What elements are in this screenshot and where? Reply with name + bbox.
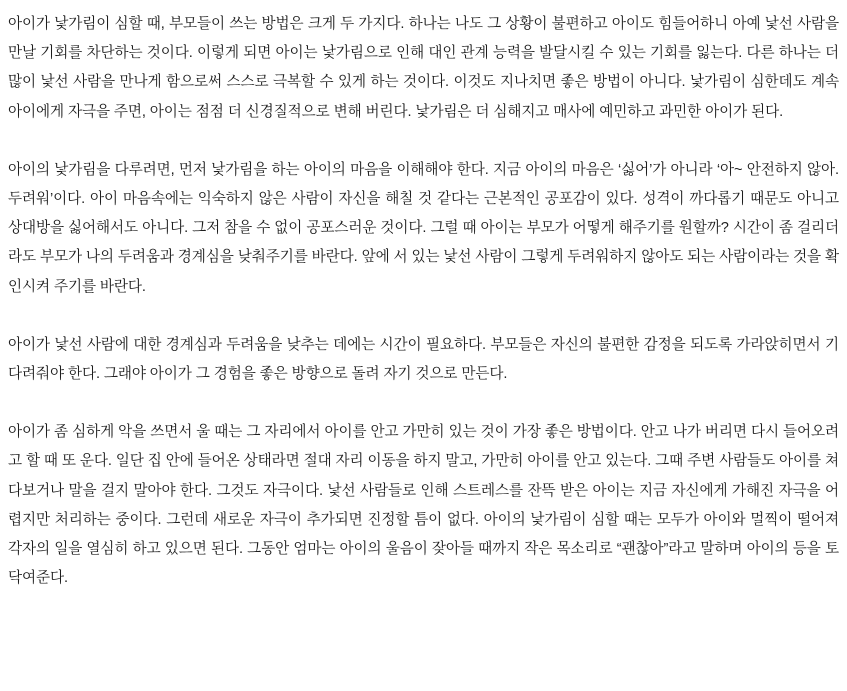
paragraph-3: 아이가 낯선 사람에 대한 경계심과 두려움을 낮추는 데에는 시간이 필요하다. 부모들은 자신의 불편한 감정을 되도록 가라앉히면서 기다려줘야 한다. 그래야 아이가 그 경험을 좋은 방향으로 돌려 자기 것으로 만든다.: [8, 336, 839, 383]
paragraph-1: 아이가 낯가림이 심할 때, 부모들이 쓰는 방법은 크게 두 가지다. 하나는 나도 그 상황이 불편하고 아이도 힘들어하니 아예 낯선 사람을 만날 기회를 차단하는 것이다. 이렇게 되면 아이는 낯가림으로 인해 대인 관계 능력을 발달시킬 수 있는 기회를 잃는다. 다른 하나는 더 많이 낯선 사람을 만나게 함으로써 스스로 극복할 수 있게 하는 것이다. 이것도 지나치면 좋은 방법이 아니다. 낯가림이 심한데도 계속 아이에게 자극을 주면, 아이는 점점 더 신경질적으로 변해 버린다. 낯가림은 더 심해지고 매사에 예민하고 과민한 아이가 된다.: [8, 16, 839, 120]
paragraph-2: 아이의 낯가림을 다루려면, 먼저 낯가림을 하는 아이의 마음을 이해해야 한다. 지금 아이의 마음은 ‘싫어’가 아니라 ‘아~ 안전하지 않아. 두려워’이다. 아이 마음속에는 익숙하지 않은 사람이 자신을 해칠 것 같다는 근본적인 공포감이 있다. 성격이 까다롭기 때문도 아니고 상대방을 싫어해서도 아니다. 그저 참을 수 없이 공포스러운 것이다. 그럴 때 아이는 부모가 어떻게 해주기를 원할까? 시간이 좀 걸리더라도 부모가 나의 두려움과 경계심을 낮춰주기를 바란다. 앞에 서 있는 낯선 사람이 그렇게 두려워하지 않아도 되는 사람이라는 것을 확인시켜 주기를 바란다.: [8, 161, 840, 295]
paragraph-4: 아이가 좀 심하게 악을 쓰면서 울 때는 그 자리에서 아이를 안고 가만히 있는 것이 가장 좋은 방법이다. 안고 나가 버리면 다시 들어오려고 할 때 또 운다. 일단 집 안에 들어온 상태라면 절대 자리 이동을 하지 말고, 가만히 아이를 안고 있는다. 그때 주변 사람들도 아이를 쳐다보거나 말을 걸지 말아야 한다. 그것도 자극이다. 낯선 사람들로 인해 스트레스를 잔뜩 받은 아이는 지금 자신에게 가해진 자극을 어렵지만 처리하는 중이다. 그런데 새로운 자극이 추가되면 진정할 틈이 없다. 아이의 낯가림이 심할 때는 모두가 아이와 멀찍이 떨어져 각자의 일을 열심히 하고 있으면 된다. 그동안 엄마는 아이의 울음이 잦아들 때까지 작은 목소리로 “괜찮아”라고 말하며 아이의 등을 토닥여준다.: [8, 424, 839, 587]
